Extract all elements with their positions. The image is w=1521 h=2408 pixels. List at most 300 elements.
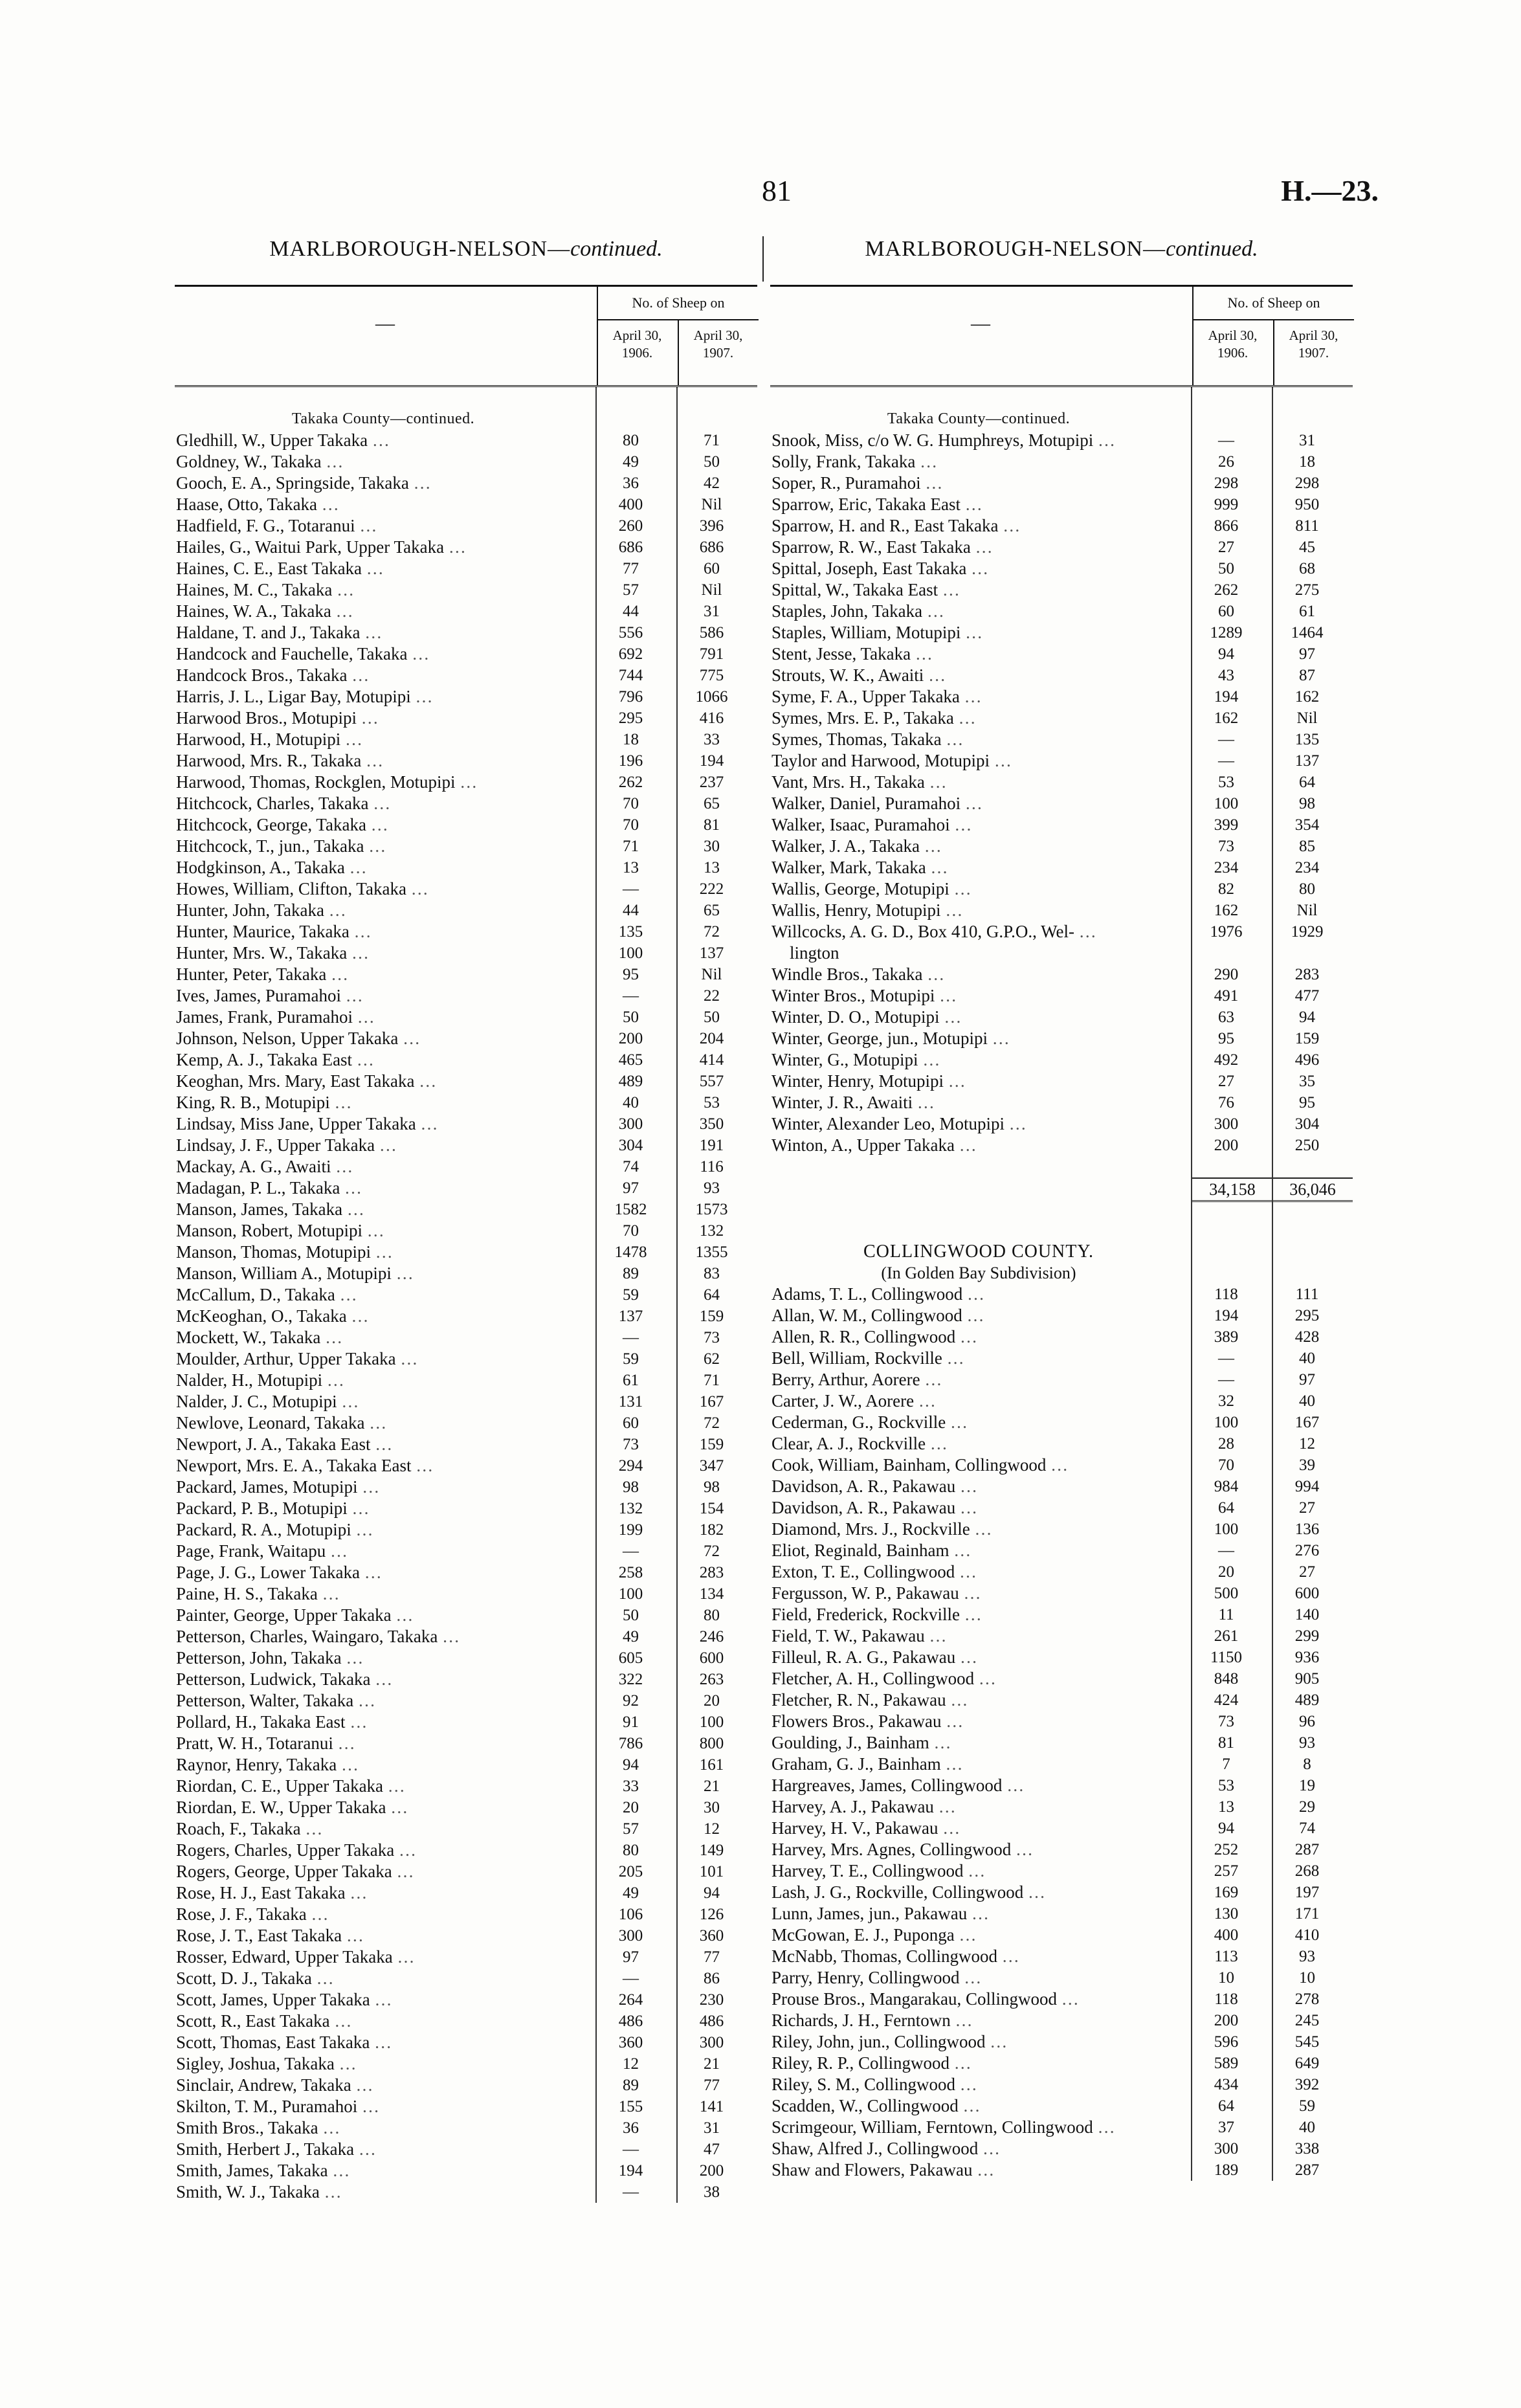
table-row: [770, 878, 1353, 900]
table-row: [175, 857, 757, 878]
table-row: [175, 1177, 757, 1199]
sheep-1906: 295: [618, 709, 643, 727]
sheep-1906: 44: [623, 902, 639, 919]
sheep-1906: 100: [1214, 1414, 1239, 1431]
owner-name: Hailes, G., Waitui Park, Upper Takaka …: [175, 537, 590, 558]
table-row: [175, 1519, 757, 1541]
spacer: [770, 1202, 1353, 1241]
sheep-1906: 194: [618, 2162, 643, 2179]
owner-name: Hunter, Maurice, Takaka …: [175, 921, 590, 942]
sheep-1906: 605: [618, 1649, 643, 1667]
sheep-1907: 22: [704, 987, 720, 1005]
table-row: [770, 515, 1353, 537]
table-row: [175, 1071, 757, 1092]
sheep-1907: 18: [1299, 453, 1315, 471]
sheep-1906: 556: [618, 624, 643, 641]
sheep-1906: 94: [1218, 1820, 1234, 1837]
table-row: [175, 1007, 757, 1028]
sheep-1906: 261: [1214, 1627, 1239, 1645]
sheep-1906: 260: [618, 517, 643, 535]
sheep-1906: 298: [1214, 474, 1239, 492]
owner-name: Ives, James, Puramahoi …: [175, 985, 590, 1007]
sheep-1906: 27: [1218, 539, 1234, 556]
owner-name: Rogers, Charles, Upper Takaka …: [175, 1840, 590, 1861]
sheep-1906: 400: [618, 496, 643, 513]
table-row: [770, 814, 1353, 836]
sheep-1907: 65: [704, 902, 720, 919]
sheep-1907: 250: [1294, 1137, 1320, 1154]
sheep-1906: 132: [618, 1500, 643, 1517]
table-row: [175, 814, 757, 836]
sheep-1907: 167: [699, 1393, 724, 1410]
sheep-1907: 191: [699, 1137, 724, 1154]
sheep-1907: 159: [699, 1308, 724, 1325]
sheep-1906: 97: [623, 1948, 639, 1966]
table-row: [175, 1242, 757, 1263]
sheep-1906: 13: [1218, 1798, 1234, 1816]
owner-name: Petterson, Charles, Waingaro, Takaka …: [175, 1626, 590, 1647]
table-row: [175, 1092, 757, 1113]
sheep-1907: 234: [1294, 859, 1320, 876]
sheep-1907: 98: [1299, 795, 1315, 812]
sheep-1906: 37: [1218, 2119, 1234, 2136]
table-row: [175, 601, 757, 622]
table-row: [175, 1498, 757, 1519]
table-row: [175, 2032, 757, 2053]
sheep-1906: 196: [618, 752, 643, 770]
owner-name: Parry, Henry, Collingwood …: [770, 1967, 1186, 1989]
sheep-1906: 189: [1214, 2161, 1239, 2179]
owner-name: Haines, C. E., East Takaka …: [175, 558, 590, 579]
sheep-1907: 477: [1294, 987, 1320, 1005]
sheep-1906: 100: [1214, 795, 1239, 812]
sheep-1906: 97: [623, 1179, 639, 1197]
table-row: [175, 1882, 757, 1904]
sheep-1906: 13: [623, 859, 639, 876]
sheep-1906: 94: [1218, 645, 1234, 663]
owner-name: lington: [790, 943, 839, 963]
owner-name: Gledhill, W., Upper Takaka …: [175, 430, 590, 451]
table-row: [770, 686, 1353, 708]
sheep-1907: 30: [704, 1799, 720, 1816]
table-row: [175, 1220, 757, 1242]
sheep-1907: 60: [704, 560, 720, 577]
sheep-1906: 60: [1218, 603, 1234, 620]
sheep-1906: 63: [1218, 1009, 1234, 1026]
owner-name: Scott, R., East Takaka …: [175, 2011, 590, 2032]
sheep-1907: 167: [1294, 1414, 1320, 1431]
table-row: [770, 1754, 1353, 1775]
sheep-1906: 399: [1214, 816, 1239, 834]
sheep-1906: 82: [1218, 880, 1234, 898]
total-1906: 34,158: [1209, 1180, 1256, 1199]
sheep-1907: 93: [704, 1179, 720, 1197]
owner-name: Field, T. W., Pakawau …: [770, 1625, 1186, 1647]
sheep-1906: 57: [623, 581, 639, 599]
table-row: [770, 1412, 1353, 1433]
sheep-1907: 72: [704, 1543, 720, 1560]
owner-name: Raynor, Henry, Takaka …: [175, 1754, 590, 1776]
sheep-1907: Nil: [1296, 709, 1318, 727]
sheep-group-header: No. of Sheep on: [597, 287, 759, 320]
owner-name: Scott, Thomas, East Takaka …: [175, 2032, 590, 2053]
sheep-1907: 1929: [1291, 923, 1324, 941]
owner-name: Riley, John, jun., Collingwood …: [770, 2031, 1186, 2053]
table-row: [175, 473, 757, 494]
owner-name: Wallis, George, Motupipi …: [770, 878, 1186, 900]
owner-name: Hodgkinson, A., Takaka …: [175, 857, 590, 878]
owner-name: Walker, Daniel, Puramahoi …: [770, 793, 1186, 814]
right-table-header: [770, 285, 1353, 387]
sheep-1906: 74: [623, 1158, 639, 1176]
owner-name: Howes, William, Clifton, Takaka …: [175, 878, 590, 900]
table-row: [770, 2010, 1353, 2031]
table-row: [175, 1583, 757, 1605]
sheep-1907: 12: [1299, 1435, 1315, 1453]
sheep-1906: —: [1218, 1371, 1234, 1388]
owner-name: Rose, H. J., East Takaka …: [175, 1882, 590, 1904]
sheep-1906: 1582: [614, 1201, 647, 1218]
column-header-1906: April 30, 1906.: [1192, 320, 1272, 385]
owner-name: Page, J. G., Lower Takaka …: [175, 1562, 590, 1583]
sheep-1907: 68: [1299, 560, 1315, 577]
spacer: [770, 1156, 1353, 1177]
table-row: [175, 686, 757, 708]
table-row: [770, 2159, 1353, 2181]
table-row: [770, 1583, 1353, 1604]
owner-name: Fergusson, W. P., Pakawau …: [770, 1583, 1186, 1604]
owner-name: Scrimgeour, William, Ferntown, Collingwood …: [770, 2117, 1186, 2138]
owner-name: Davidson, A. R., Pakawau …: [770, 1497, 1186, 1519]
sheep-1907: 489: [1294, 1691, 1320, 1709]
sheep-1907: 62: [704, 1350, 720, 1368]
sheep-1906: 91: [623, 1713, 639, 1731]
owner-name: Madagan, P. L., Takaka …: [175, 1177, 590, 1199]
owner-name: Harvey, Mrs. Agnes, Collingwood …: [770, 1839, 1186, 1860]
sheep-1907: 116: [700, 1158, 724, 1176]
sheep-1906: 155: [618, 2098, 643, 2115]
owner-name: Rose, J. F., Takaka …: [175, 1904, 590, 1925]
owner-name: Davidson, A. R., Pakawau …: [770, 1476, 1186, 1497]
sheep-1906: 686: [618, 539, 643, 556]
table-row: [175, 1455, 757, 1477]
owner-name: McNabb, Thomas, Collingwood …: [770, 1946, 1186, 1967]
table-row: [770, 1476, 1353, 1497]
table-row: [770, 494, 1353, 515]
owner-name: Pratt, W. H., Totaranui …: [175, 1733, 590, 1754]
table-row: [770, 857, 1353, 878]
table-row: [175, 964, 757, 985]
table-row: [770, 942, 1353, 964]
table-row: [175, 558, 757, 579]
sheep-1907: 33: [704, 731, 720, 748]
table-row: [770, 793, 1353, 814]
owner-name: James, Frank, Puramahoi …: [175, 1007, 590, 1028]
sheep-1907: 200: [699, 2162, 724, 2179]
sheep-1907: 21: [704, 1778, 720, 1795]
sheep-1906: —: [623, 880, 639, 898]
sheep-1906: 234: [1214, 859, 1239, 876]
table-row: [770, 2138, 1353, 2159]
table-row: [770, 1711, 1353, 1732]
table-row: [770, 964, 1353, 985]
table-row: [175, 643, 757, 665]
table-row: [175, 1904, 757, 1925]
table-row: [770, 1540, 1353, 1561]
sheep-1907: 159: [699, 1436, 724, 1453]
table-row: [175, 451, 757, 473]
sheep-1907: 31: [704, 603, 720, 620]
sheep-1907: 80: [1299, 880, 1315, 898]
sheep-1907: 396: [699, 517, 724, 535]
owner-name: Winter, Alexander Leo, Motupipi …: [770, 1113, 1186, 1135]
owner-name: Hunter, John, Takaka …: [175, 900, 590, 921]
sheep-1907: 19: [1299, 1777, 1315, 1794]
sheep-1906: 1976: [1210, 923, 1243, 941]
sheep-1906: 500: [1214, 1585, 1239, 1602]
sheep-1907: 97: [1299, 645, 1315, 663]
sheep-1906: 70: [623, 816, 639, 834]
sheep-1906: 200: [618, 1030, 643, 1047]
sheep-1906: 50: [623, 1009, 639, 1026]
sheep-1906: 744: [618, 667, 643, 684]
table-row: [175, 1733, 757, 1754]
owner-name: Winter, D. O., Motupipi …: [770, 1007, 1186, 1028]
sheep-1906: —: [1218, 731, 1234, 748]
owner-name: Walker, Mark, Takaka …: [770, 857, 1186, 878]
sheep-1906: 596: [1214, 2033, 1239, 2051]
left-rule-1: [595, 387, 597, 2203]
column-header-1907: April 30, 1907.: [678, 320, 757, 385]
sheep-1906: 118: [1214, 1990, 1238, 2008]
sheep-1906: —: [623, 1970, 639, 1987]
sheep-1906: 60: [623, 1414, 639, 1432]
table-row: [175, 1626, 757, 1647]
owner-name: Wallis, Henry, Motupipi …: [770, 900, 1186, 921]
owner-name: Nalder, J. C., Motupipi …: [175, 1391, 590, 1412]
sheep-1907: 31: [1299, 432, 1315, 449]
owner-name: Hitchcock, Charles, Takaka …: [175, 793, 590, 814]
sheep-1906: —: [623, 2183, 639, 2201]
owner-name: Eliot, Reginald, Bainham …: [770, 1540, 1186, 1561]
owner-name: McCallum, D., Takaka …: [175, 1284, 590, 1306]
sheep-1906: —: [623, 2141, 639, 2158]
sheep-1907: 81: [704, 816, 720, 834]
sheep-1906: 20: [623, 1799, 639, 1816]
sheep-1907: 159: [1294, 1030, 1320, 1047]
column-header-1907: April 30, 1907.: [1273, 320, 1353, 385]
owner-name: Johnson, Nelson, Upper Takaka …: [175, 1028, 590, 1049]
sheep-1906: 1478: [614, 1243, 647, 1261]
owner-name: Mackay, A. G., Awaiti …: [175, 1156, 590, 1177]
sheep-1907: 275: [1294, 581, 1320, 599]
table-row: [770, 750, 1353, 772]
sheep-1907: 30: [704, 838, 720, 855]
sheep-1907: 283: [1294, 966, 1320, 983]
owner-name: Exton, T. E., Collingwood …: [770, 1561, 1186, 1583]
sheep-1907: 39: [1299, 1456, 1315, 1474]
sheep-1906: 10: [1218, 1969, 1234, 1987]
sheep-1906: 49: [623, 453, 639, 471]
owner-name: Handcock Bros., Takaka …: [175, 665, 590, 686]
sheep-1906: 94: [623, 1756, 639, 1774]
owner-name: Fletcher, R. N., Pakawau …: [770, 1689, 1186, 1711]
sheep-1906: 50: [1218, 560, 1234, 577]
sheep-1907: 299: [1294, 1627, 1320, 1645]
owner-name: Packard, James, Motupipi …: [175, 1477, 590, 1498]
sheep-1906: —: [1218, 1542, 1234, 1559]
sheep-1907: 132: [699, 1222, 724, 1240]
sheep-1907: 905: [1294, 1670, 1320, 1688]
table-row: [770, 643, 1353, 665]
sheep-1907: 64: [704, 1286, 720, 1304]
left-rule-2: [676, 387, 678, 2203]
table-row: [175, 1690, 757, 1711]
table-row: [175, 1840, 757, 1861]
section-heading-takaka-text: Takaka County—continued.: [887, 410, 1071, 427]
sheep-1907: 126: [699, 1906, 724, 1923]
right-column: [770, 233, 1353, 2181]
sheep-1906: 400: [1214, 1926, 1239, 1944]
owner-name: Manson, James, Takaka …: [175, 1199, 590, 1220]
sheep-1906: 589: [1214, 2055, 1239, 2072]
sheep-1906: 199: [618, 1521, 643, 1539]
sheep-1906: 205: [618, 1863, 643, 1880]
owner-name: Riley, S. M., Collingwood …: [770, 2074, 1186, 2095]
sheep-1907: 20: [704, 1692, 720, 1710]
table-row: [175, 1049, 757, 1071]
table-row: [175, 2096, 757, 2117]
table-row: [175, 2011, 757, 2032]
owner-name: Allan, W. M., Collingwood …: [770, 1305, 1186, 1326]
sheep-1906: 491: [1214, 987, 1239, 1005]
sheep-1906: 53: [1218, 774, 1234, 791]
sheep-1906: 300: [618, 1927, 643, 1945]
sheep-1907: 40: [1299, 1392, 1315, 1410]
name-column-header: —: [375, 313, 395, 334]
table-row: [175, 878, 757, 900]
owner-name: Lindsay, Miss Jane, Upper Takaka …: [175, 1113, 590, 1135]
owner-name: Solly, Frank, Takaka …: [770, 451, 1186, 473]
owner-name: Manson, William A., Motupipi …: [175, 1263, 590, 1284]
sheep-1907: 304: [1294, 1115, 1320, 1133]
sheep-1906: 77: [623, 560, 639, 577]
owner-name: Harvey, H. V., Pakawau …: [770, 1818, 1186, 1839]
sheep-1907: 59: [1299, 2097, 1315, 2115]
page-number: 81: [762, 174, 792, 207]
table-row: [175, 985, 757, 1007]
sheep-1906: —: [623, 1329, 639, 1346]
sheep-1907: [1274, 942, 1353, 964]
sheep-1907: 197: [1294, 1884, 1320, 1901]
table-row: [175, 2139, 757, 2160]
sheep-1906: 12: [623, 2055, 639, 2073]
left-column: [175, 233, 757, 2203]
table-row: [175, 1391, 757, 1412]
table-row: [175, 942, 757, 964]
owner-name: Willcocks, A. G. D., Box 410, G.P.O., Wel- …: [770, 921, 1186, 942]
table-row: [175, 430, 757, 451]
owner-name: Petterson, Walter, Takaka …: [175, 1690, 590, 1711]
sheep-1907: 950: [1294, 496, 1320, 513]
sheep-1907: 72: [704, 1414, 720, 1432]
table-row: [175, 1434, 757, 1455]
sheep-1907: 53: [704, 1094, 720, 1111]
sheep-1907: 94: [704, 1884, 720, 1902]
sheep-1907: 50: [704, 453, 720, 471]
sheep-1906: 100: [618, 1585, 643, 1603]
owner-name: Flowers Bros., Pakawau …: [770, 1711, 1186, 1732]
owner-name: Packard, R. A., Motupipi …: [175, 1519, 590, 1541]
sheep-1907: Nil: [701, 966, 722, 983]
owner-name: Graham, G. J., Bainham …: [770, 1754, 1186, 1775]
table-row: [770, 1796, 1353, 1818]
owner-name: Harvey, T. E., Collingwood …: [770, 1860, 1186, 1882]
table-row: [175, 2181, 757, 2203]
sheep-1907: Nil: [701, 496, 722, 513]
sheep-1907: 136: [1294, 1521, 1320, 1538]
sheep-1906: 113: [1214, 1948, 1238, 1965]
owner-name: Goldney, W., Takaka …: [175, 451, 590, 473]
table-row: [770, 1625, 1353, 1647]
sheep-1906: 100: [618, 944, 643, 962]
owner-name: McGowan, E. J., Puponga …: [770, 1924, 1186, 1946]
table-row: [770, 1135, 1353, 1156]
table-row: [770, 1007, 1353, 1028]
table-row: [175, 1541, 757, 1562]
table-row: [770, 2095, 1353, 2117]
sheep-1907: 300: [699, 2034, 724, 2051]
sheep-1906: 18: [623, 731, 639, 748]
sheep-1907: 194: [699, 752, 724, 770]
owner-name: Filleul, R. A. G., Pakawau …: [770, 1647, 1186, 1668]
sheep-1906: 64: [1218, 1499, 1234, 1517]
table-row: [770, 1967, 1353, 1989]
sheep-1906: 194: [1214, 688, 1239, 706]
sheep-1907: 47: [704, 2141, 720, 2158]
table-row: [175, 2053, 757, 2075]
sheep-1907: 13: [704, 859, 720, 876]
owner-name: Gooch, E. A., Springside, Takaka …: [175, 473, 590, 494]
sheep-1907: 410: [1294, 1926, 1320, 1944]
table-row: [175, 900, 757, 921]
table-row: [175, 1327, 757, 1348]
sheep-1906: 1289: [1210, 624, 1243, 641]
owner-name: Packard, P. B., Motupipi …: [175, 1498, 590, 1519]
table-row: [175, 665, 757, 686]
sheep-1907: 204: [699, 1030, 724, 1047]
table-row: [770, 1305, 1353, 1326]
owner-name: Scadden, W., Collingwood …: [770, 2095, 1186, 2117]
sheep-1907: 65: [704, 795, 720, 812]
owner-name: Harvey, A. J., Pakawau …: [770, 1796, 1186, 1818]
sheep-1906: 33: [623, 1778, 639, 1795]
right-rule-1: [1191, 387, 1192, 2181]
owner-name: Winter, G., Motupipi …: [770, 1049, 1186, 1071]
table-row: [175, 1946, 757, 1968]
table-row: [770, 1348, 1353, 1369]
owner-name: Symes, Mrs. E. P., Takaka …: [770, 708, 1186, 729]
owner-name: Page, Frank, Waitapu …: [175, 1541, 590, 1562]
sheep-1906: 44: [623, 603, 639, 620]
sheep-1906: 130: [1214, 1905, 1239, 1923]
owner-name: Staples, William, Motupipi …: [770, 622, 1186, 643]
sheep-1907: 1066: [695, 688, 728, 706]
table-row: [770, 473, 1353, 494]
sheep-1907: 161: [699, 1756, 724, 1774]
owner-name: McKeoghan, O., Takaka …: [175, 1306, 590, 1327]
sheep-1906: 61: [623, 1372, 639, 1389]
